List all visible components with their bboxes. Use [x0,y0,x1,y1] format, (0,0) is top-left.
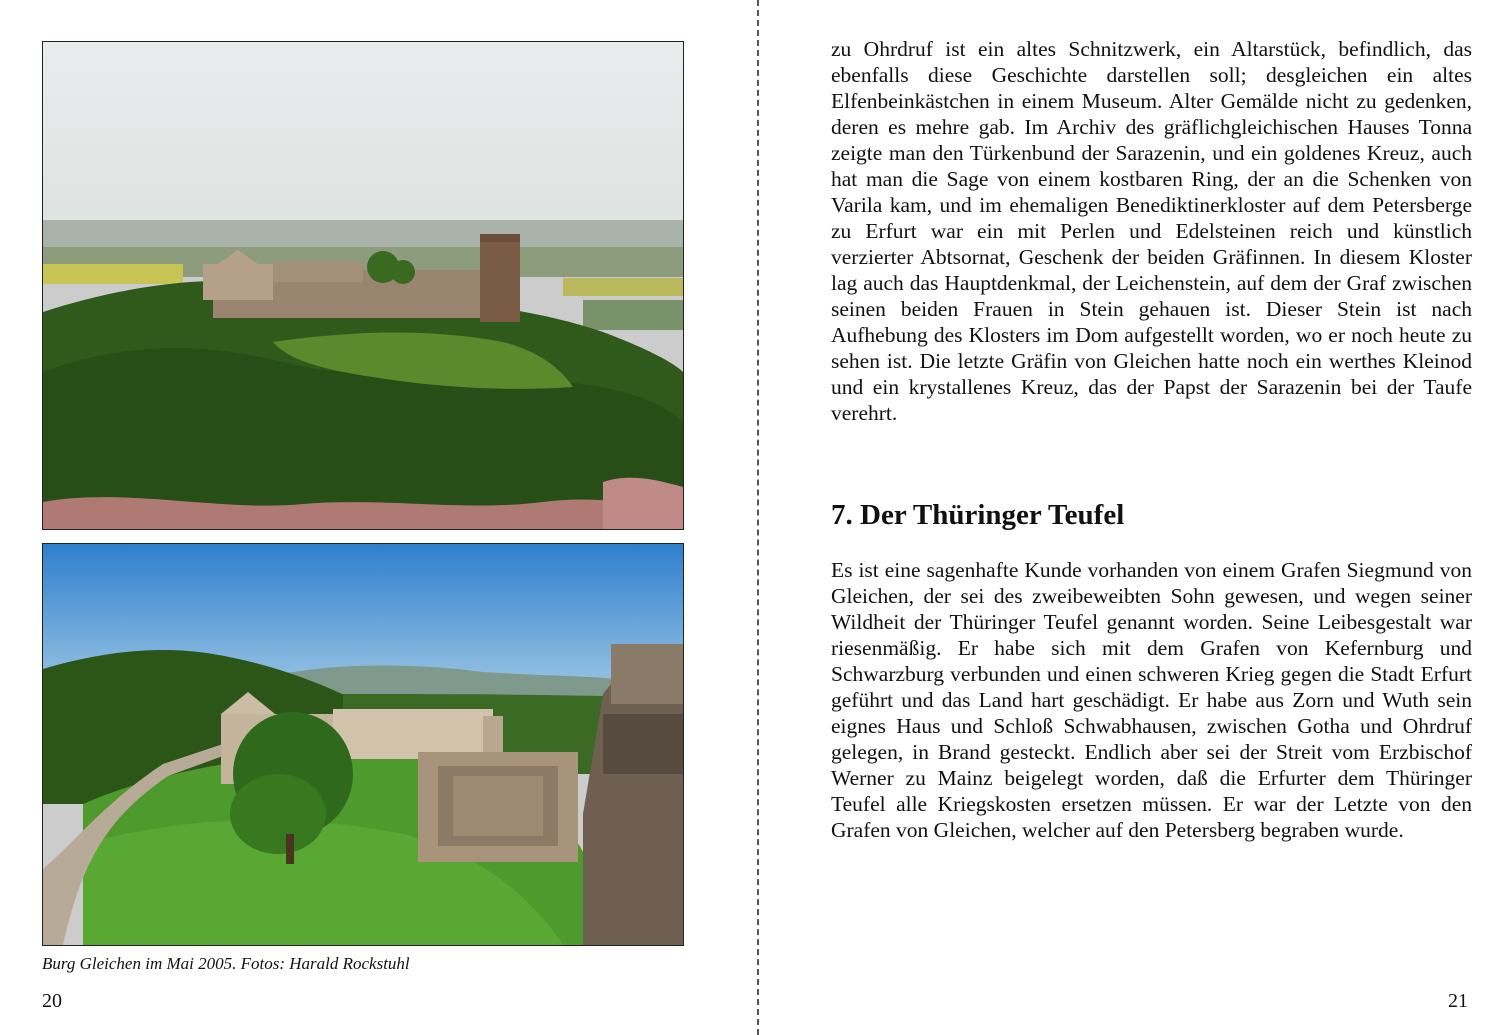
section-paragraph [831,557,1472,843]
paragraph-text: zu Ohrdruf ist ein altes Schnitzwerk, ein Altarstück, befindlich, das ebenfalls diese Geschichte darstellen soll; desgleichen ein altes Elfenbeinkästchen in einem Museum. Alter Gemälde nicht zu gedenken, deren es mehre gab. Im Archiv des gräflichgleichischen Hauses Tonna zeigte man den Türkenbund der Sarazenin, und ein goldenes Kreuz, auch hat man die Sage von einem kostbaren Ring, der an die Schenken von Varila kam, und im ehemaligen Benediktinerkloster auf dem Petersberge zu Erfurt war ein mit Perlen und Edelsteinen reich und künstlich verzierter Abtsornat, Geschenk der beiden Gräfinnen. In diesem Kloster lag auch das Hauptdenkmal, der Leichenstein, auf dem der Graf zwischen seinen beiden Frauen in Stein gehauen ist. Dieser Stein ist nach Aufhebung des Klosters im Dom aufgestellt worden, wo er noch heute zu sehen ist. Die letzte Gräfin von Gleichen hatte noch ein werthes Kleinod und ein krystallenes Kreuz, das der Papst der Sarazenin bei der Taufe verehrt. [831,37,1472,425]
castle-ruin-hill-photo [42,41,684,530]
section-heading: 7. Der Thüringer Teufel [831,499,1125,531]
page-number-left: 20 [42,990,62,1012]
right-page [759,0,1508,1035]
castle-courtyard-illustration [43,544,683,945]
page-number-right: 21 [1448,990,1468,1012]
continued-paragraph [831,36,1472,426]
castle-courtyard-photo [42,543,684,946]
photo-caption: Burg Gleichen im Mai 2005. Fotos: Harald Rockstuhl [42,954,410,973]
castle-ruin-hill-illustration [43,42,683,529]
paragraph-text: Es ist eine sagenhafte Kunde vorhanden von einem Grafen Siegmund von Gleichen, der sei des zweibeweibten Sohn gewesen, und wegen seiner Wildheit der Thüringer Teufel genannt worden. Seine Leibesgestalt war riesenmäßig. Er habe sich mit dem Grafen von Kefernburg und Schwarzburg verbunden und einen schweren Krieg gegen die Stadt Erfurt geführt und das Land hart geschädigt. Er habe aus Zorn und Wuth sein eignes Haus und Schloß Schwabhausen, zwischen Gotha und Ohrdruf gelegen, in Brand gesteckt. Endlich aber sei der Streit vom Erzbischof Werner zu Mainz beigelegt worden, daß die Erfurter dem Thüringer Teufel alle Kriegskosten ersetzen müssen. Er war der Letzte von den Grafen von Gleichen, welcher auf den Petersberg begraben wurde. [831,558,1472,842]
